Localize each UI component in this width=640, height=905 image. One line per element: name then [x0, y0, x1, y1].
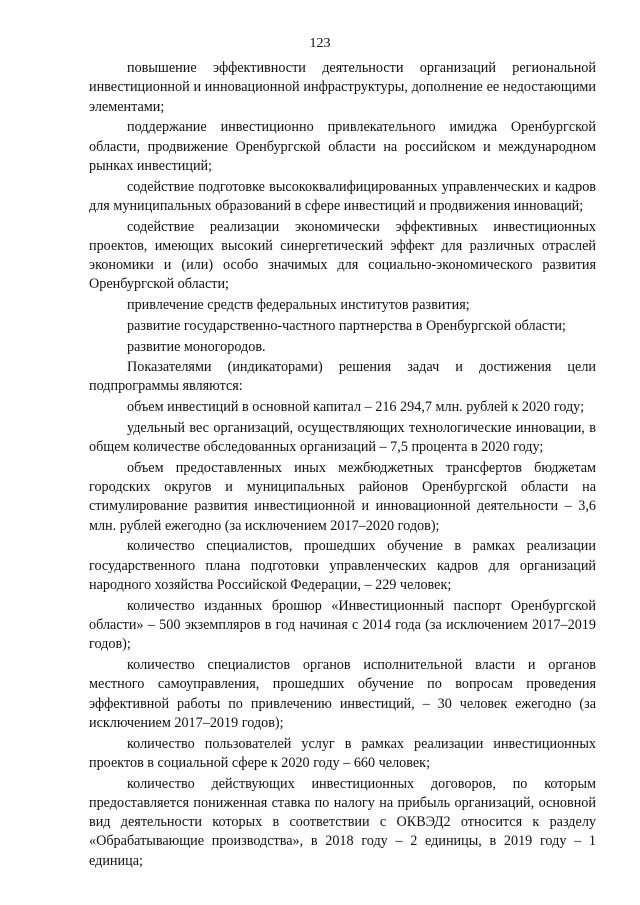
paragraph: поддержание инвестиционно привлекательного имиджа Оренбургской области, продвижение Оренбургской области на российском и международном рынках инвестиций; — [89, 119, 596, 174]
paragraph: удельный вес организаций, осуществляющих технологические инновации, в общем количестве обследованных организаций – 7,5 процента в 2020 году; — [89, 419, 596, 456]
paragraph: Показателями (индикаторами) решения задач и достижения цели подпрограммы являются: — [89, 359, 596, 395]
paragraph: развитие государственно-частного партнерства в Оренбургской области; — [127, 317, 566, 334]
paragraph: количество действующих инвестиционных договоров, по которым предоставляется пониженная ставка по налогу на прибыль организаций, основной вид деятельности которых в соответствии с ОКВЭД2 относится к разделу «Обрабатывающие производства», в 2018 году – 2 единицы, в 2019 году – 1 единица; — [89, 775, 596, 869]
paragraph: объем инвестиций в основной капитал – 216 294,7 млн. рублей к 2020 году; — [127, 399, 585, 416]
paragraph: количество специалистов, прошедших обучение в рамках реализации государственного плана подготовки управленческих кадров для организаций народного хозяйства Российской Федерации, – 229 человек; — [89, 538, 596, 594]
paragraph: количество изданных брошюр «Инвестиционный паспорт Оренбургской области» – 500 экземпляров в год начиная с 2014 года (за исключением 2017–2019 годов); — [89, 597, 596, 653]
paragraph: содействие реализации экономически эффективных инвестиционных проектов, имеющих высокий синергетический эффект для различных отраслей экономики и (или) особо значимых для социально-экономического развития Оренбургской области; — [89, 218, 596, 293]
paragraph: содействие подготовке высококвалифицированных управленческих и кадров для муниципальных образований в сфере инвестиций и продвижения инноваций; — [89, 178, 596, 214]
paragraph: количество специалистов органов исполнительной власти и органов местного самоуправления, прошедших обучение по вопросам проведения эффективной работы по привлечению инвестиций, – 30 человек ежегодно (за исключением 2017–2019 годов); — [89, 656, 596, 731]
page-number: 123 — [309, 36, 331, 51]
paragraph: повышение эффективности деятельности организаций региональной инвестиционной и инновационной инфраструктуры, дополнение ее недостающими элементами; — [89, 60, 596, 115]
document-body — [89, 59, 596, 872]
paragraph: объем предоставленных иных межбюджетных трансфертов бюджетам городских округов и муниципальных районов Оренбургской области на стимулирование развития инвестиционной и инновационной деятельности – 3,6 млн. рублей ежегодно (за исключением 2017–2020 годов); — [89, 459, 596, 534]
paragraph: привлечение средств федеральных институтов развития; — [127, 297, 470, 314]
paragraph: развитие моногородов. — [127, 338, 266, 355]
paragraph: количество пользователей услуг в рамках реализации инвестиционных проектов в социальной сфере к 2020 году – 660 человек; — [89, 735, 596, 771]
